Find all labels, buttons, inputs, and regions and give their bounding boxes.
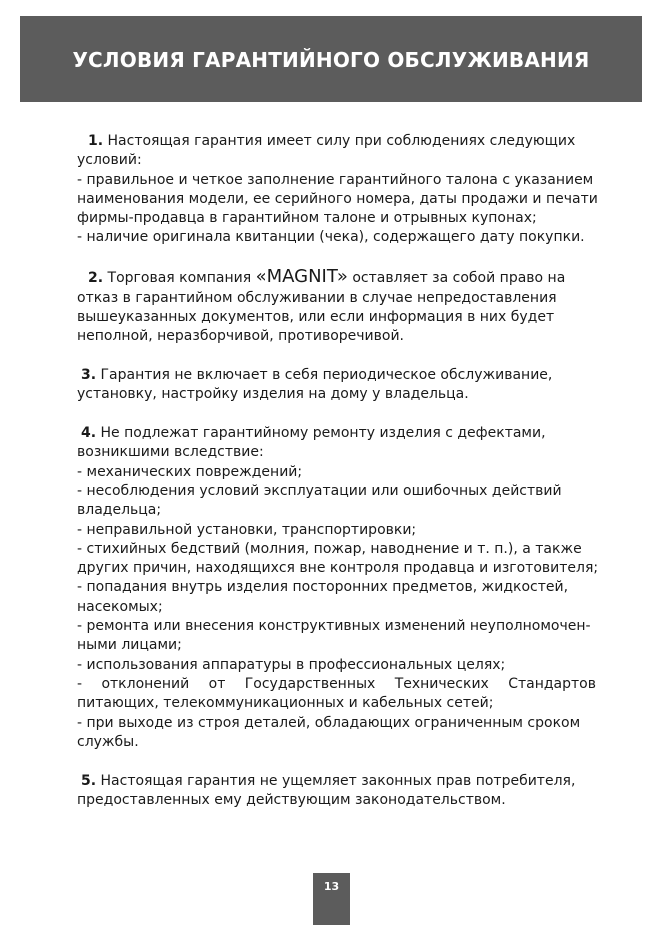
- text-line: наименования модели, ее серийного номера, даты продажи и печати: [77, 190, 598, 207]
- text-line: Настоящая гарантия не ущемляет законных прав потребителя,: [100, 772, 576, 789]
- text-line: насекомых;: [77, 598, 163, 615]
- text-line: - ремонта или внесения конструктивных изменений неуполномочен-: [77, 618, 591, 635]
- text-line: - наличие оригинала квитанции (чека), содержащего дату покупки.: [77, 229, 585, 246]
- section-number: 1.: [88, 133, 104, 149]
- text-line: предоставленных ему действующим законодательством.: [77, 791, 506, 808]
- word: Технических: [394, 675, 489, 692]
- section-number: 2.: [88, 270, 104, 287]
- text-line: фирмы-продавца в гарантийном талоне и отрывных купонах;: [77, 210, 537, 227]
- text-line: Не подлежат гарантийному ремонту изделия с дефектами,: [100, 425, 546, 442]
- text-line: - правильное и четкое заполнение гарантийного талона с указанием: [77, 171, 594, 188]
- text-line: - использования аппаратуры в профессиональных целях;: [77, 656, 506, 673]
- text-line: - стихийных бедствий (молния, пожар, наводнение и т. п.), а также: [77, 540, 582, 557]
- section-number: 4.: [81, 425, 97, 442]
- text-line: Настоящая гарантия имеет силу при соблюдениях следующих: [107, 133, 576, 149]
- text-line: - несоблюдения условий эксплуатации или ошибочных действий: [77, 482, 562, 499]
- header-band: [20, 16, 642, 102]
- section-3: [77, 366, 596, 405]
- justified-line: [77, 675, 596, 694]
- text-line: - попадания внутрь изделия посторонних предметов, жидкостей,: [77, 579, 569, 596]
- text-line: - механических повреждений;: [77, 463, 303, 480]
- text-line: вышеуказанных документов, или если информация в них будет: [77, 308, 555, 325]
- text-line: установку, настройку изделия на дому у владельца.: [77, 386, 469, 403]
- word: Стандартов: [508, 675, 596, 692]
- section-number: 5.: [81, 772, 97, 789]
- word: отклонений: [101, 675, 190, 692]
- word: от: [208, 675, 226, 692]
- text-line: службы.: [77, 733, 139, 750]
- section-1: [77, 132, 596, 248]
- brand-name: «MAGNIT»: [255, 266, 348, 288]
- text-line: отказ в гарантийном обслуживании в случае непредоставления: [77, 289, 557, 306]
- page-number-tab: [313, 873, 350, 925]
- text-line: ными лицами;: [77, 637, 182, 654]
- page-number: 13: [323, 880, 340, 893]
- text-line: других причин, находящихся вне контроля продавца и изготовителя;: [77, 560, 599, 577]
- section-number: 3.: [81, 366, 97, 383]
- text-fragment: Торговая компания: [107, 270, 252, 287]
- text-line: - неправильной установки, транспортировки;: [77, 521, 417, 538]
- page-title: УСЛОВИЯ ГАРАНТИЙНОГО ОБСЛУЖИВАНИЯ: [72, 48, 590, 72]
- text-line: неполной, неразборчивой, противоречивой.: [77, 328, 405, 345]
- word: Государственных: [244, 675, 376, 692]
- text-line: условий:: [77, 152, 142, 169]
- section-2: [77, 267, 596, 346]
- text-line: питающих, телекоммуникационных и кабельных сетей;: [77, 695, 494, 712]
- text-line: Гарантия не включает в себя периодическое обслуживание,: [100, 366, 553, 383]
- text-fragment: оставляет за собой право на: [352, 270, 566, 287]
- text-line: возникшими вследствие:: [77, 444, 264, 461]
- word: -: [77, 675, 83, 692]
- warranty-terms: [77, 132, 599, 830]
- text-line: - при выходе из строя деталей, обладающих ограниченным сроком: [77, 714, 581, 731]
- text-line: владельца;: [77, 502, 162, 519]
- section-4: [77, 424, 599, 752]
- section-5: [77, 772, 596, 811]
